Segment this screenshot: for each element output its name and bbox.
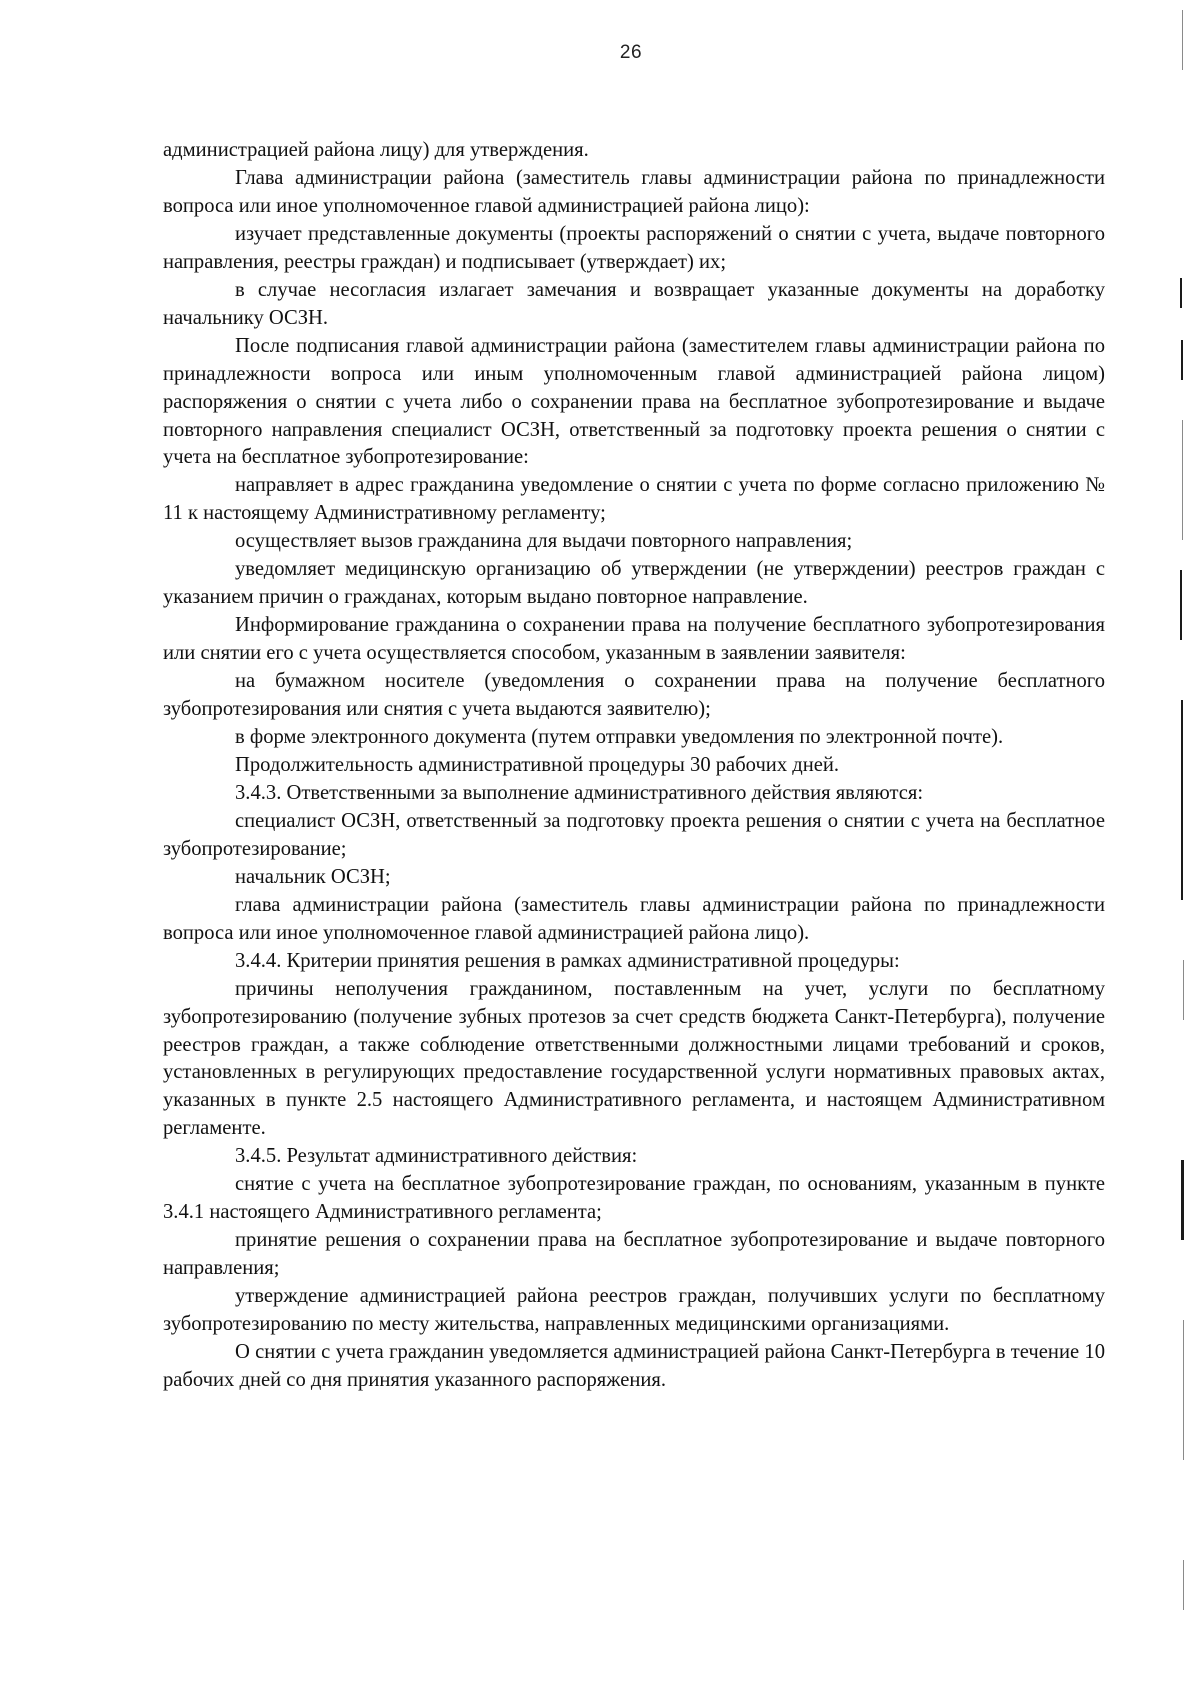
scan-artifact (1180, 278, 1182, 308)
paragraph: 3.4.3. Ответственными за выполнение административного действия являются: (235, 781, 924, 804)
scan-artifact (1180, 570, 1182, 640)
paragraph: в форме электронного документа (путем отправки уведомления по электронной почте). (235, 726, 1004, 749)
paragraph: осуществляет вызов гражданина для выдачи повторного направления; (235, 530, 853, 553)
scan-artifact (1183, 1560, 1184, 1610)
scan-artifact (1181, 340, 1183, 380)
scan-artifact (1181, 700, 1183, 900)
paragraph: причины неполучения гражданином, поставленным на учет, услуги по бесплатному зубопротезированию (получение зубных протезов за счет средств бюджета Санкт-Петербурга), получение реестров граждан, а также соблюдение ответственными должностными лицами требований и сроков, установленных в регулирующих предоставление государственной услуги нормативных правовых актах, указанных в пункте 2.5 настоящего Административного регламента, и настоящем Административном регламенте. (163, 977, 1105, 1140)
scan-artifact (1183, 1320, 1184, 1460)
paragraph: принятие решения о сохранении права на бесплатное зубопротезирование и выдаче повторного направления; (163, 1229, 1105, 1280)
paragraph: утверждение администрацией района реестров граждан, получивших услуги по бесплатному зубопротезированию по месту жительства, направленных медицинскими организациями. (163, 1285, 1105, 1336)
paragraph: Информирование гражданина о сохранении права на получение бесплатного зубопротезирования или снятии его с учета осуществляется способом, указанным в заявлении заявителя: (163, 614, 1105, 665)
document-body (163, 137, 1105, 1395)
paragraph: специалист ОСЗН, ответственный за подготовку проекта решения о снятии с учета на бесплатное зубопротезирование; (163, 809, 1105, 860)
paragraph: начальник ОСЗН; (235, 865, 391, 888)
paragraph: снятие с учета на бесплатное зубопротезирование граждан, по основаниям, указанным в пункте 3.4.1 настоящего Административного регламента; (163, 1173, 1105, 1224)
paragraph: администрацией района лицу) для утверждения. (163, 139, 589, 161)
page-number: 26 (619, 42, 643, 63)
scan-artifact (1181, 1160, 1184, 1240)
paragraph: 3.4.4. Критерии принятия решения в рамках административной процедуры: (235, 949, 900, 972)
paragraph: направляет в адрес гражданина уведомление о снятии с учета по форме согласно приложению № 11 к настоящему Административному регламенту; (163, 474, 1105, 525)
paragraph: 3.4.5. Результат административного действия: (235, 1145, 638, 1168)
paragraph: в случае несогласия излагает замечания и возвращает указанные документы на доработку начальнику ОСЗН. (163, 278, 1105, 329)
paragraph: изучает представленные документы (проекты распоряжений о снятии с учета, выдаче повторного направления, реестры граждан) и подписывает (утверждает) их; (163, 222, 1105, 273)
scan-artifact (1182, 10, 1183, 70)
paragraph: Продолжительность административной процедуры 30 рабочих дней. (235, 753, 840, 776)
paragraph: уведомляет медицинскую организацию об утверждении (не утверждении) реестров граждан с указанием причин о гражданах, которым выдано повторное направление. (163, 558, 1105, 609)
scan-artifact (1182, 420, 1183, 540)
paragraph: глава администрации района (заместитель главы администрации района по принадлежности вопроса или иное уполномоченное главой администрацией района лицо). (163, 893, 1105, 944)
paragraph: Глава администрации района (заместитель главы администрации района по принадлежности вопроса или иное уполномоченное главой администрацией района лицо): (163, 166, 1105, 217)
paragraph: О снятии с учета гражданин уведомляется администрацией района Санкт-Петербурга в течение 10 рабочих дней со дня принятия указанного распоряжения. (163, 1340, 1105, 1391)
paragraph: на бумажном носителе (уведомления о сохранении права на получение бесплатного зубопротезирования или снятия с учета выдаются заявителю); (163, 670, 1105, 721)
scan-artifact (1183, 960, 1184, 1020)
paragraph: После подписания главой администрации района (заместителем главы администрации района по принадлежности вопроса или иным уполномоченным главой администрацией района лицом) распоряжения о снятии с учета либо о сохранении права на бесплатное зубопротезирование и выдаче повторного направления специалист ОСЗН, ответственный за подготовку проекта решения о снятии с учета на бесплатное зубопротезирование: (163, 334, 1105, 469)
